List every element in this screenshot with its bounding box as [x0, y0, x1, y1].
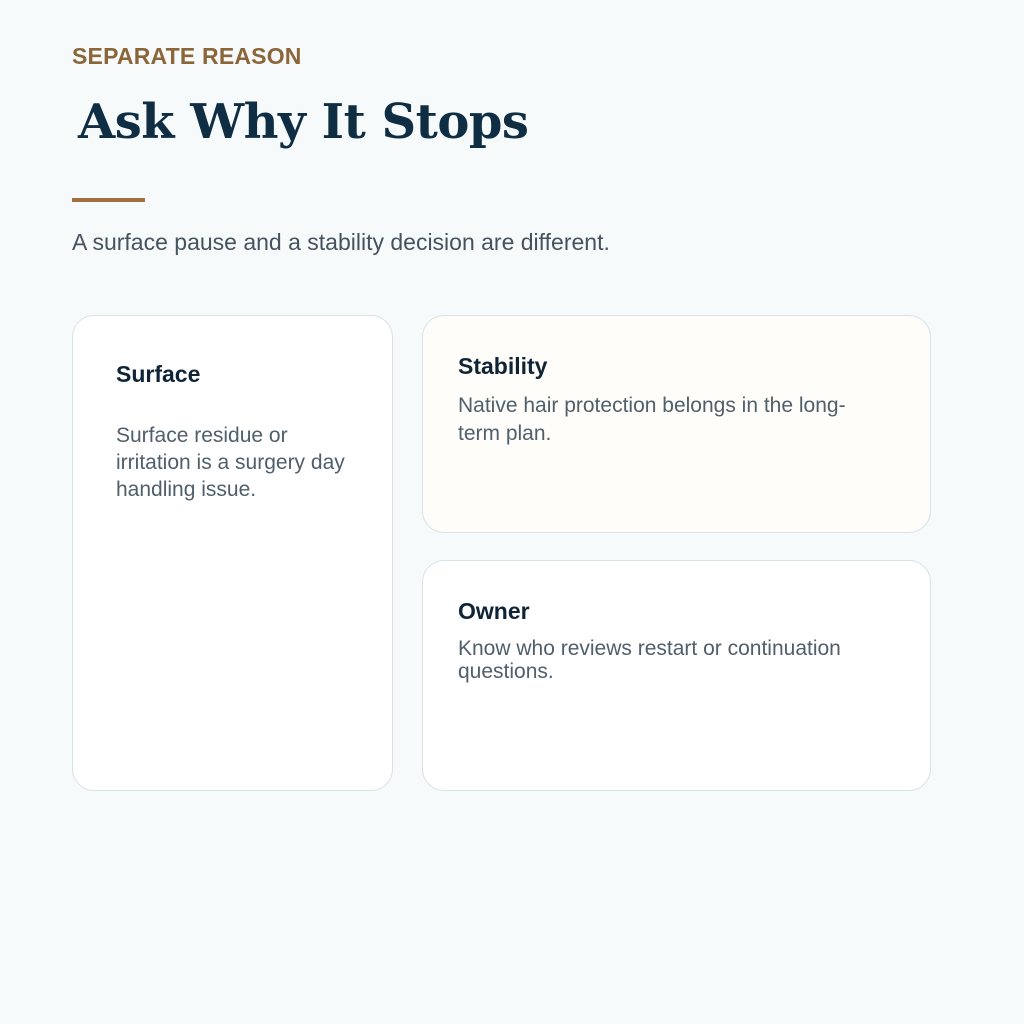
card-heading: Surface [116, 361, 201, 387]
card-owner [422, 560, 931, 791]
card-stability [422, 315, 931, 533]
card-heading: Owner [458, 598, 530, 624]
card-surface [72, 315, 393, 791]
eyebrow-label: SEPARATE REASON [72, 43, 302, 69]
accent-divider [72, 198, 145, 202]
page-subtitle: A surface pause and a stability decision are different. [72, 229, 610, 255]
page-title: Ask Why It Stops [78, 94, 529, 150]
card-heading: Stability [458, 353, 548, 379]
card-text: Native hair protection belongs in the long-term plan. [458, 394, 846, 445]
card-text: Know who reviews restart or continuation questions. [458, 637, 841, 683]
card-text: Surface residue or irritation is a surgery day handling issue. [116, 424, 345, 501]
